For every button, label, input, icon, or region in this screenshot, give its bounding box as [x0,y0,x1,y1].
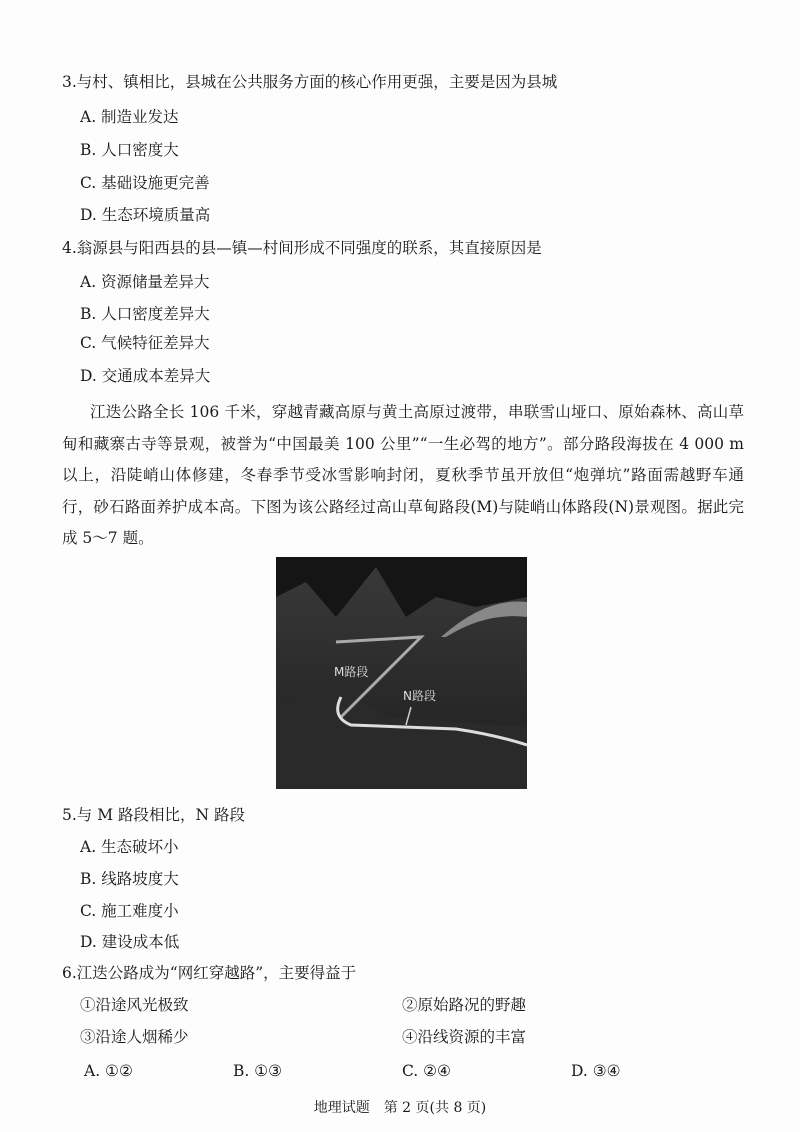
n-segment-label: N路段 [403,689,436,703]
q5-option-b: B. 线路坡度大 [80,870,179,888]
q3-option-a: A. 制造业发达 [80,108,179,126]
q6-option-a: A. ①② [84,1062,133,1080]
q6-item-1: ①沿途风光极致 [80,996,189,1014]
q4-option-a: A. 资源储量差异大 [80,273,210,291]
landscape-photo [276,557,527,789]
q3-option-c: C. 基础设施更完善 [80,174,210,192]
q3-option-b: B. 人口密度大 [80,141,179,159]
q6-item-4: ④沿线资源的丰富 [402,1028,527,1046]
q6-option-b: B. ①③ [233,1062,283,1080]
q5-option-a: A. 生态破坏小 [80,838,179,856]
q6-option-d: D. ③④ [571,1062,621,1080]
q6-option-c: C. ②④ [402,1062,451,1080]
q4-option-b: B. 人口密度差异大 [80,305,210,323]
page-footer: 地理试题 第 2 页(共 8 页) [313,1100,487,1116]
q4-option-c: C. 气候特征差异大 [80,334,210,352]
question-4-stem: 4.翁源县与阳西县的县—镇—村间形成不同强度的联系，其直接原因是 [62,239,542,257]
q6-item-3: ③沿途人烟稀少 [80,1028,189,1046]
q6-item-2: ②原始路况的野趣 [402,996,527,1014]
m-segment-label: M路段 [334,665,369,679]
reading-passage: 江迭公路全长 106 千米，穿越青藏高原与黄土高原过渡带，串联雪山垭口、原始森林、高山草甸和藏寨古寺等景观，被誉为“中国最美 100 公里”“一生必驾的地方”。部分路段海拔在 4 000 m 以上，沿陡峭山体修建，冬春季节受冰雪影响封闭，夏秋季节虽开放但“炮弹坑”路面需越野车通行，砂石路面养护成本高。下图为该公路经过高山草甸路段(M)与陡峭山体路段(N)景观图。据此完成 5～7 题。 [62,403,744,547]
question-3-stem: 3.与村、镇相比，县城在公共服务方面的核心作用更强，主要是因为县城 [62,73,558,91]
q4-option-d: D. 交通成本差异大 [80,367,211,385]
question-6-stem: 6.江迭公路成为“网红穿越路”，主要得益于 [62,964,357,982]
mountain-road-image [276,557,527,789]
q5-option-c: C. 施工难度小 [80,902,179,920]
q5-option-d: D. 建设成本低 [80,933,180,951]
q3-option-d: D. 生态环境质量高 [80,206,211,224]
question-5-stem: 5.与 M 路段相比，N 路段 [62,806,246,824]
